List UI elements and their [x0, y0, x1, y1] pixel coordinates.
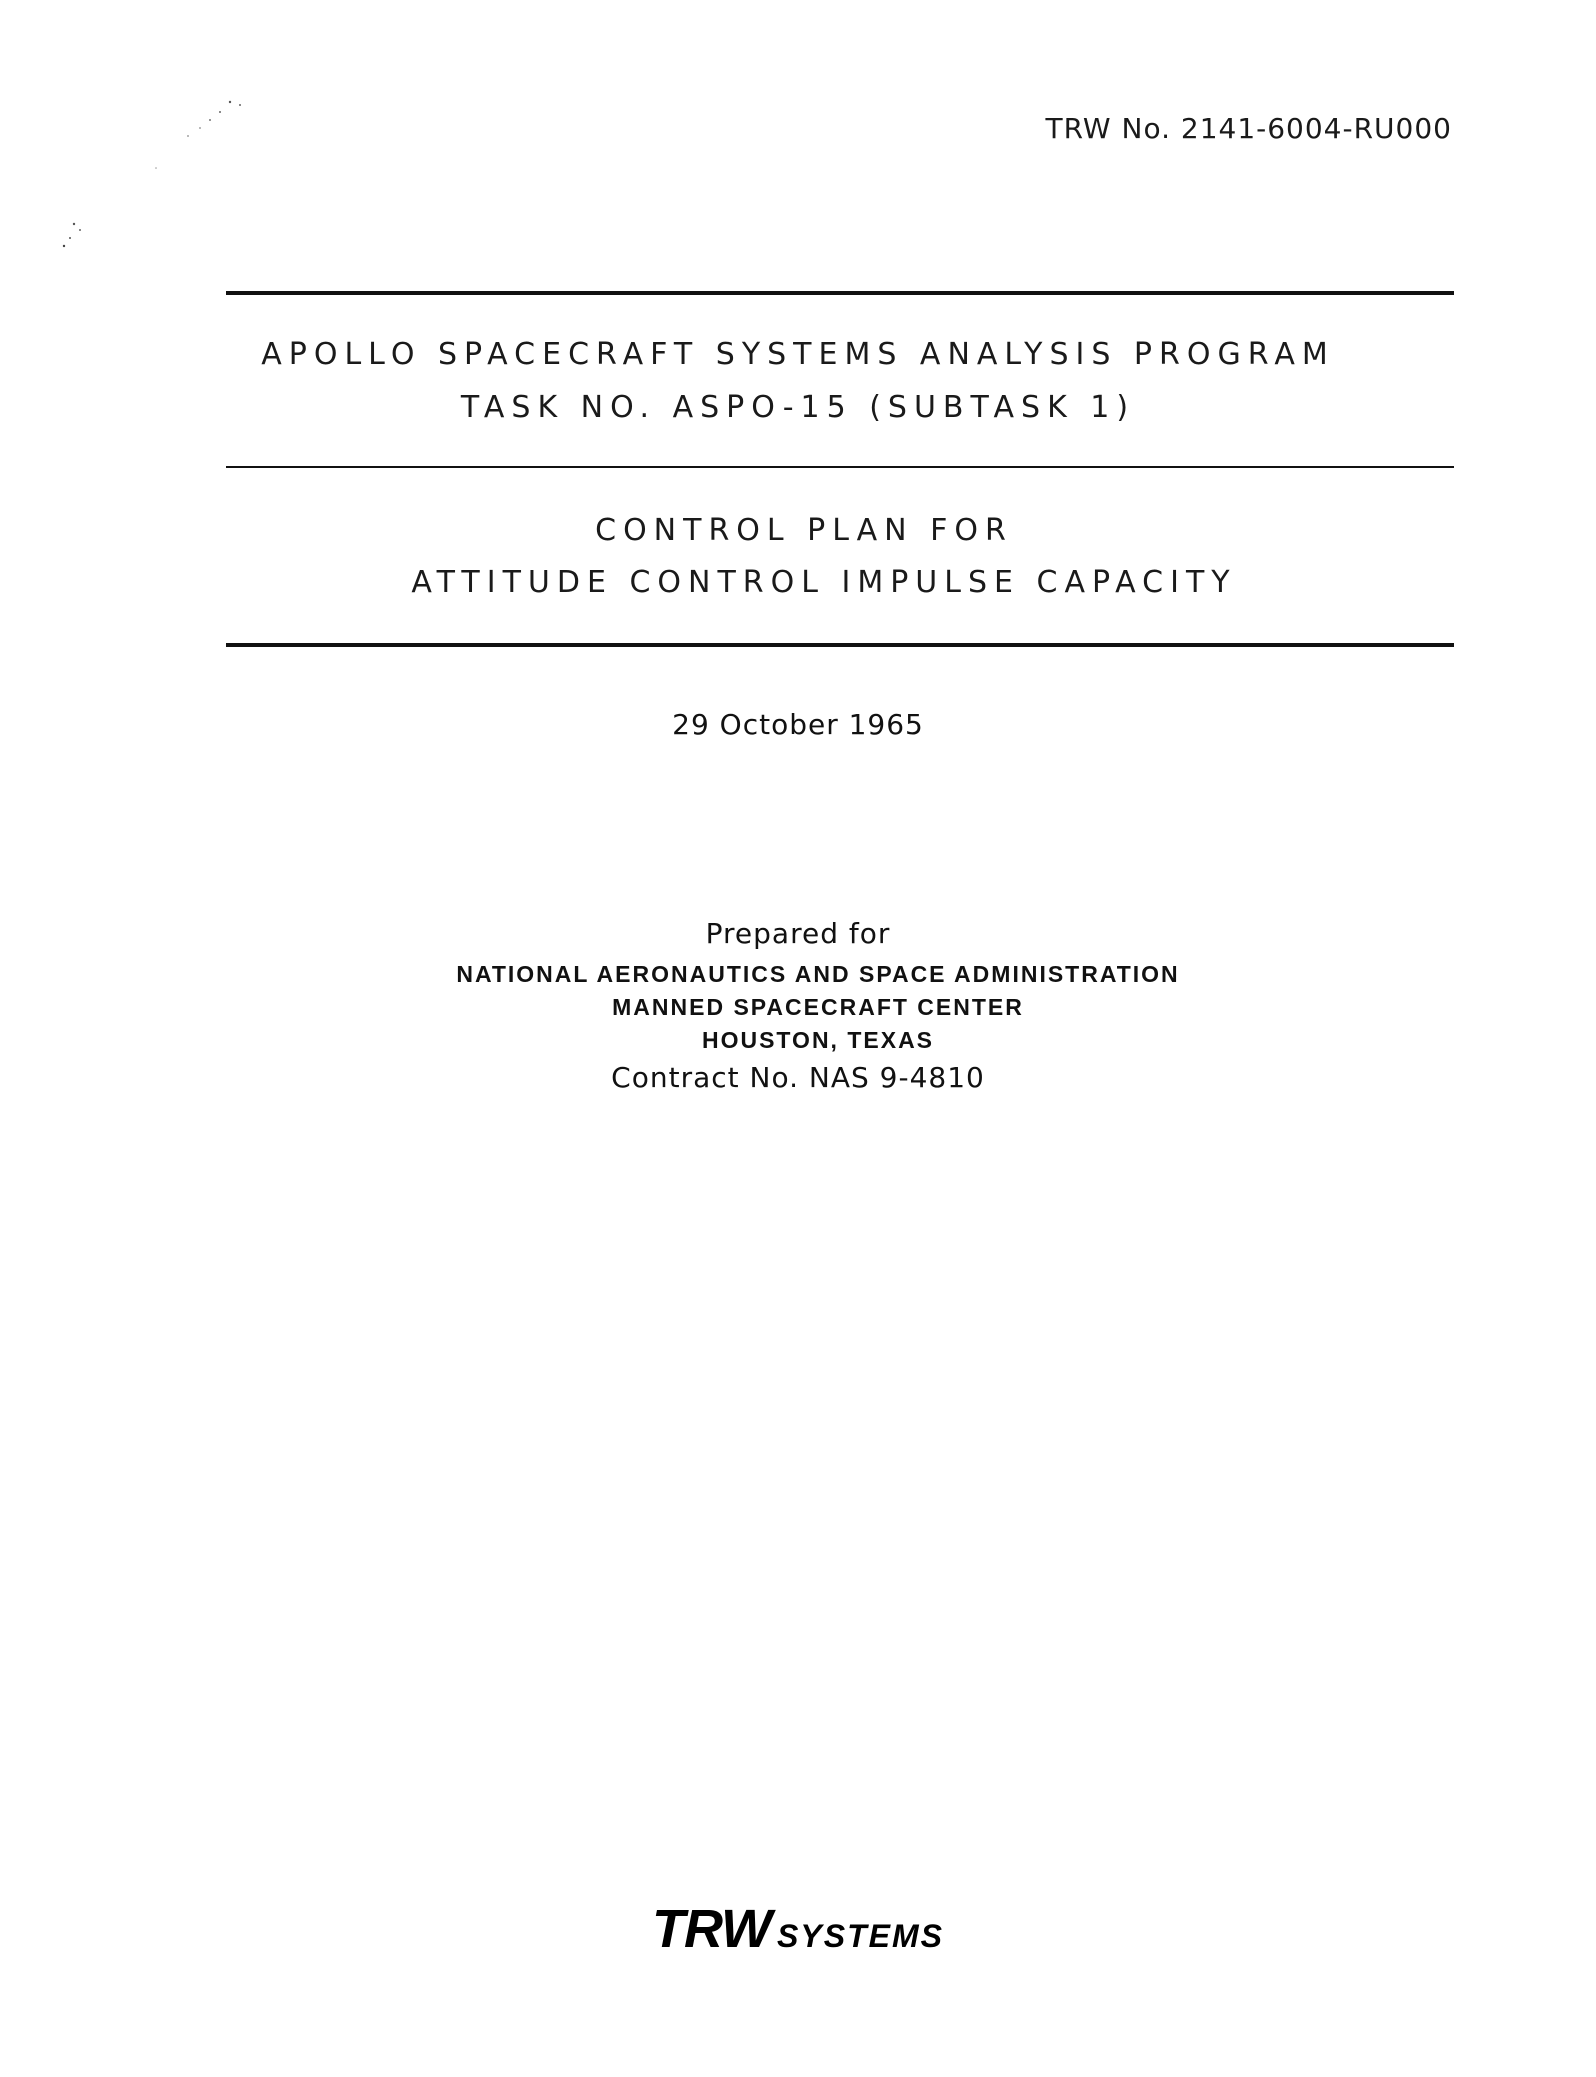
contract-number: Contract No. NAS 9-4810 [611, 1061, 985, 1094]
document-number: TRW No. 2141-6004-RU000 [1045, 112, 1452, 145]
middle-rule [226, 466, 1454, 468]
document-date: 29 October 1965 [672, 708, 924, 741]
center-name: MANNED SPACECRAFT CENTER [612, 994, 1024, 1020]
trw-logo-mark: TRW [652, 1899, 772, 1959]
prepared-for-label: Prepared for [705, 917, 891, 950]
bottom-rule [226, 643, 1454, 647]
program-title: APOLLO SPACECRAFT SYSTEMS ANALYSIS PROGRAM [261, 337, 1335, 372]
top-rule [226, 291, 1454, 295]
scan-specks [60, 90, 260, 270]
systems-logo-word: SYSTEMS [777, 1918, 944, 1954]
plan-title-line-1: CONTROL PLAN FOR [595, 513, 1013, 548]
plan-title-line-2: ATTITUDE CONTROL IMPULSE CAPACITY [411, 565, 1237, 600]
agency-name: NATIONAL AERONAUTICS AND SPACE ADMINISTRATION [456, 961, 1180, 987]
task-number: TASK NO. ASPO-15 (SUBTASK 1) [460, 390, 1136, 425]
city-name: HOUSTON, TEXAS [701, 1027, 935, 1053]
trw-systems-logo [0, 1898, 1596, 1960]
